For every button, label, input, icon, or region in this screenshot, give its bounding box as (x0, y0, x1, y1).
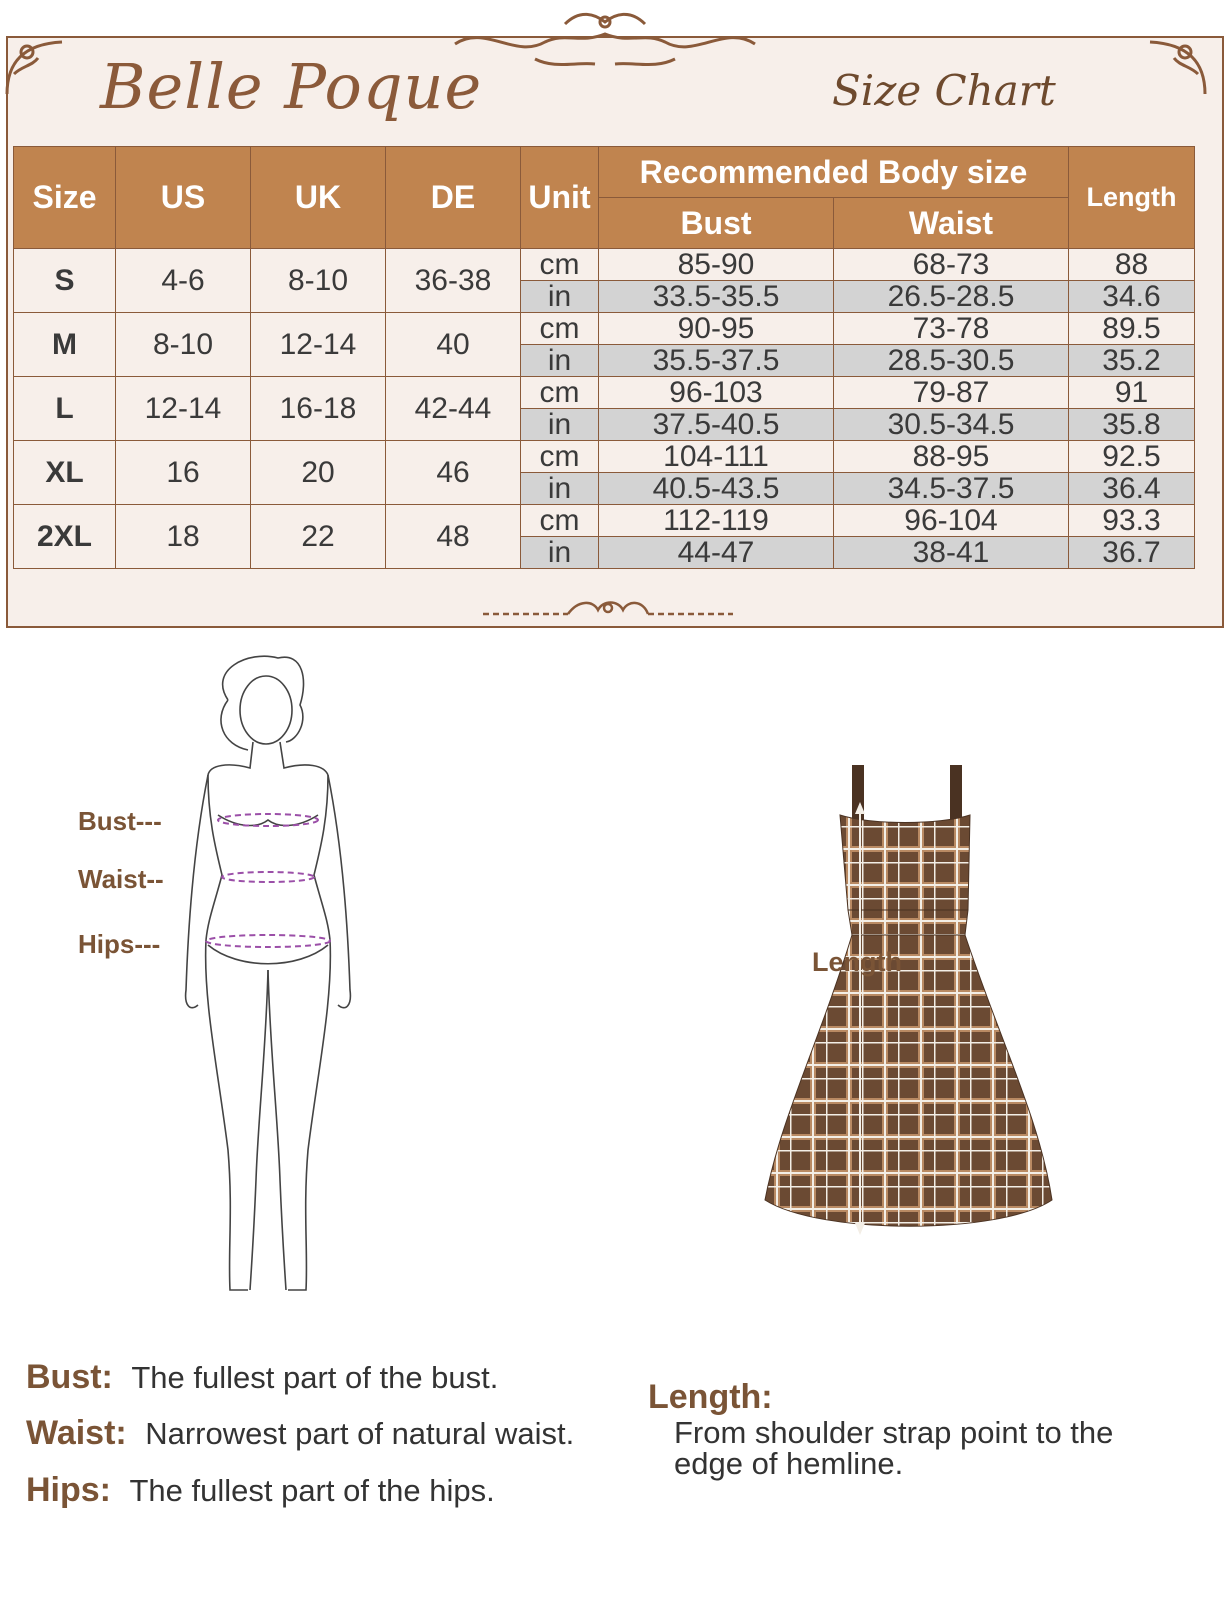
us-cell: 16 (116, 441, 251, 505)
header-de: DE (386, 147, 521, 249)
header-bust: Bust (599, 198, 834, 249)
unit-cell: cm (521, 313, 599, 345)
waist-label: Waist-- (78, 864, 164, 894)
length-cell: 88 (1069, 249, 1195, 281)
length-note-text-1: From shoulder strap point to the (674, 1415, 1114, 1450)
length-cell: 35.8 (1069, 409, 1195, 441)
length-cell: 92.5 (1069, 441, 1195, 473)
de-cell: 46 (386, 441, 521, 505)
waist-cell: 73-78 (834, 313, 1069, 345)
waist-cell: 34.5-37.5 (834, 473, 1069, 505)
header-size: Size (14, 147, 116, 249)
header-uk: UK (251, 147, 386, 249)
length-note-text-2: edge of hemline. (674, 1446, 904, 1481)
header-us: US (116, 147, 251, 249)
waist-cell: 38-41 (834, 537, 1069, 569)
bust-note (26, 1358, 498, 1397)
unit-cell: in (521, 281, 599, 313)
bust-note-text: The fullest part of the bust. (131, 1360, 499, 1395)
bust-cell: 85-90 (599, 249, 834, 281)
header-waist: Waist (834, 198, 1069, 249)
length-cell: 36.7 (1069, 537, 1195, 569)
table-row (14, 377, 1195, 409)
bust-note-term: Bust: (26, 1358, 113, 1396)
bust-cell: 33.5-35.5 (599, 281, 834, 313)
bust-cell: 90-95 (599, 313, 834, 345)
waist-note-term: Waist: (26, 1414, 127, 1452)
page-title: Size Chart (832, 66, 1056, 115)
table-row (14, 505, 1195, 537)
unit-cell: cm (521, 505, 599, 537)
waist-cell: 88-95 (834, 441, 1069, 473)
waist-cell: 30.5-34.5 (834, 409, 1069, 441)
waist-cell: 28.5-30.5 (834, 345, 1069, 377)
length-note-term: Length: (648, 1378, 773, 1416)
de-cell: 36-38 (386, 249, 521, 313)
body-measurement-figure (178, 650, 378, 1300)
unit-cell: in (521, 345, 599, 377)
bust-label: Bust--- (78, 806, 162, 836)
de-cell: 42-44 (386, 377, 521, 441)
bust-cell: 96-103 (599, 377, 834, 409)
unit-cell: in (521, 537, 599, 569)
us-cell: 4-6 (116, 249, 251, 313)
size-cell: 2XL (14, 505, 116, 569)
length-cell: 93.3 (1069, 505, 1195, 537)
bust-cell: 44-47 (599, 537, 834, 569)
unit-cell: in (521, 473, 599, 505)
length-cell: 89.5 (1069, 313, 1195, 345)
header-unit: Unit (521, 147, 599, 249)
size-cell: S (14, 249, 116, 313)
length-label: Length (812, 947, 902, 977)
hips-note (26, 1471, 495, 1510)
top-scroll-ornament (445, 4, 765, 74)
length-cell: 91 (1069, 377, 1195, 409)
uk-cell: 12-14 (251, 313, 386, 377)
uk-cell: 8-10 (251, 249, 386, 313)
waist-cell: 79-87 (834, 377, 1069, 409)
waist-cell: 68-73 (834, 249, 1069, 281)
de-cell: 48 (386, 505, 521, 569)
length-note (648, 1378, 1113, 1479)
corner-ornament-left (2, 34, 72, 104)
bust-cell: 104-111 (599, 441, 834, 473)
unit-cell: in (521, 409, 599, 441)
waist-cell: 26.5-28.5 (834, 281, 1069, 313)
bust-cell: 40.5-43.5 (599, 473, 834, 505)
bust-cell: 37.5-40.5 (599, 409, 834, 441)
uk-cell: 16-18 (251, 377, 386, 441)
header-length: Length (1069, 147, 1195, 249)
unit-cell: cm (521, 249, 599, 281)
header-recommended-body-size: Recommended Body size (599, 147, 1069, 198)
waist-note-text: Narrowest part of natural waist. (145, 1416, 575, 1451)
us-cell: 8-10 (116, 313, 251, 377)
length-cell: 35.2 (1069, 345, 1195, 377)
hips-note-term: Hips: (26, 1471, 111, 1509)
table-row (14, 441, 1195, 473)
de-cell: 40 (386, 313, 521, 377)
hips-label: Hips--- (78, 929, 161, 959)
unit-cell: cm (521, 377, 599, 409)
length-cell: 36.4 (1069, 473, 1195, 505)
size-cell: L (14, 377, 116, 441)
length-cell: 34.6 (1069, 281, 1195, 313)
size-cell: M (14, 313, 116, 377)
unit-cell: cm (521, 441, 599, 473)
us-cell: 12-14 (116, 377, 251, 441)
size-table (13, 146, 1195, 569)
size-cell: XL (14, 441, 116, 505)
corner-ornament-right (1140, 34, 1210, 104)
bottom-scroll-ornament (478, 596, 738, 626)
plaid-dress-image (760, 760, 1060, 1240)
uk-cell: 20 (251, 441, 386, 505)
bust-cell: 35.5-37.5 (599, 345, 834, 377)
brand-logo: Belle Poque (100, 50, 483, 123)
hips-note-text: The fullest part of the hips. (129, 1473, 495, 1508)
us-cell: 18 (116, 505, 251, 569)
table-row (14, 249, 1195, 281)
table-row (14, 313, 1195, 345)
waist-note (26, 1414, 574, 1453)
waist-cell: 96-104 (834, 505, 1069, 537)
bust-cell: 112-119 (599, 505, 834, 537)
uk-cell: 22 (251, 505, 386, 569)
